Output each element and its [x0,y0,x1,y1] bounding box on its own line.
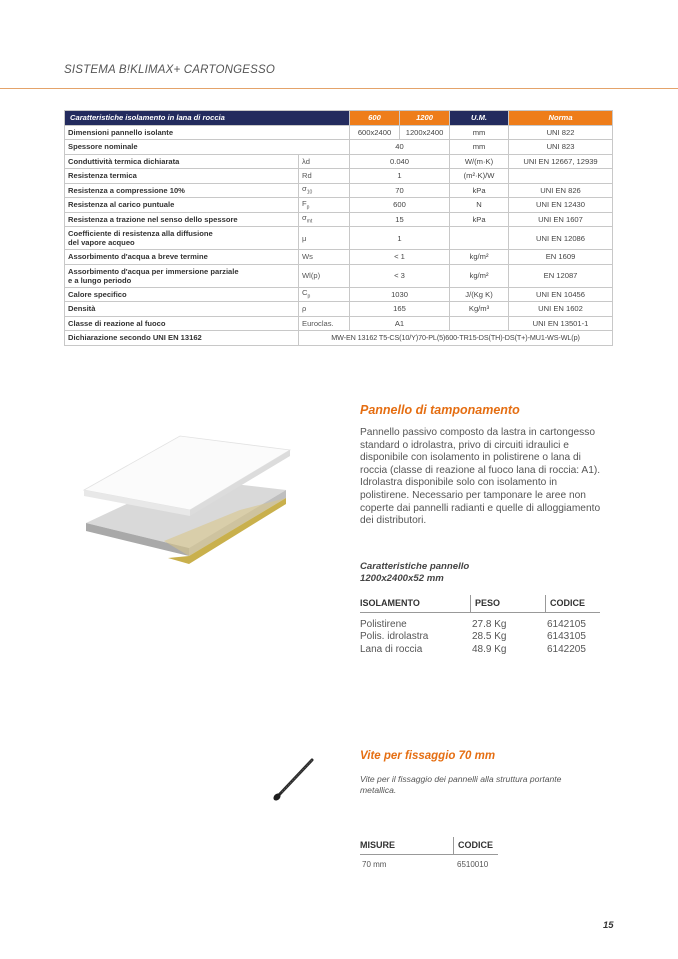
cell-peso: 27.8 Kg [472,619,507,630]
row-value: 15 [350,212,450,227]
row-um: kg/m² [450,264,509,287]
row-value-600: 600x2400 [350,125,400,140]
row-um: (m²·K)/W [450,169,509,184]
pannello-description: Pannello passivo composto da lastra in cartongesso standard o idrolastra, privo di circuiti idraulici e disponibile con isolamento in polistirene o lana di roccia (classe di reazione al fuoco lana di roccia: A1). Idrolastra disponibile solo con isolamento in polistirene. Necessario per tamponare le aree non coperte dai pannelli radianti e quelle di alloggiamento dei distributori. [360,427,601,527]
row-norma: UNI EN 1607 [509,212,613,227]
row-norma: UNI EN 13501-1 [509,316,613,331]
table-row [360,619,600,631]
vite-description: Vite per il fissaggio dei pannelli alla struttura portante metallica. [360,774,562,795]
cell-isolamento: Lana di roccia [360,643,423,655]
row-um [450,316,509,331]
table-header-row [65,111,613,126]
row-label: Resistenza a trazione nel senso dello spessore [65,212,299,227]
cell-codice: 6143105 [547,631,586,643]
row-norma: EN 12087 [509,264,613,287]
panel-illustration-icon [80,430,302,582]
vite-title: Vite per fissaggio 70 mm [360,750,496,762]
col-misure: MISURE [360,840,396,850]
row-label [65,227,299,250]
row-symbol [299,212,350,227]
row-um: mm [450,140,509,155]
table-row [65,331,613,346]
page-header-title: SISTEMA B!KLIMAX+ CARTONGESSO [64,64,276,76]
row-label-line1: Coefficiente di resistenza alla diffusione [68,229,213,238]
row-value: < 3 [350,264,450,287]
row-label-line1: Assorbimento d'acqua per immersione parziale [68,266,239,276]
row-value: 600 [350,198,450,213]
row-um: J/(Kg K) [450,287,509,302]
symbol-main: σ [302,213,307,223]
row-label: Densità [65,302,299,317]
symbol-sub: p [306,204,310,211]
table-row [65,125,613,140]
row-norma: UNI EN 12086 [509,227,613,250]
symbol-main: F [302,198,307,208]
row-um: kg/m² [450,250,509,265]
table-row [360,859,498,871]
row-value: 40 [350,140,450,155]
header-caratteristiche: Caratteristiche isolamento in lana di roccia [65,111,350,126]
row-symbol: Wl(p) [299,264,350,287]
table-row [360,631,600,643]
symbol-main: C [302,288,308,298]
header-um: U.M. [450,111,509,126]
row-symbol: ρ [299,302,350,317]
symbol-sub: p [307,294,311,300]
row-label: Calore specifico [65,287,299,302]
row-label: Dimensioni pannello isolante [65,125,350,140]
row-label: Dichiarazione secondo UNI EN 13162 [65,331,299,346]
row-declaration-value: MW-EN 13162 T5-CS(10/Y)70-PL(5)600-TR15-DS(TH)-DS(T+)-MU1-WS-WL(p) [299,331,613,346]
table-row [65,212,613,227]
header-1200: 1200 [400,111,450,126]
symbol-main: σ [302,184,307,194]
table-row [65,183,613,198]
row-value: A1 [350,316,450,331]
cell-isolamento: Polis. idrolastra [360,631,429,643]
pannello-title: Pannello di tamponamento [360,403,520,417]
row-value: 1 [350,227,450,250]
row-norma: UNI EN 826 [509,183,613,198]
pannello-table [360,595,600,656]
row-norma: UNI EN 12667, 12939 [509,154,613,169]
row-symbol: λd [299,154,350,169]
row-norma: EN 1609 [509,250,613,265]
row-um: kPa [450,183,509,198]
cell-misure: 70 mm [362,860,387,869]
cell-codice: 6142205 [547,643,586,655]
row-symbol: μ [299,227,350,250]
table-row [65,154,613,169]
cell-codice: 6142105 [547,619,586,630]
col-codice: CODICE [453,837,498,854]
row-symbol [299,198,350,213]
pannello-subtitle-line2: 1200x2400x52 mm [360,572,444,584]
row-value: 0.040 [350,154,450,169]
row-norma: UNI 822 [509,125,613,140]
row-norma: UNI 823 [509,140,613,155]
screw-icon [268,754,320,804]
table-row [360,644,600,656]
vite-table [360,837,498,871]
row-um [450,227,509,250]
row-label: Resistenza a compressione 10% [65,183,299,198]
row-label: Resistenza al carico puntuale [65,198,299,213]
cell-peso: 48.9 Kg [472,643,507,655]
insulation-spec-table [64,110,613,346]
table-row [65,169,613,184]
row-symbol: Ws [299,250,350,265]
table-row [65,287,613,302]
row-symbol: Rd [299,169,350,184]
row-norma: UNI EN 10456 [509,287,613,302]
row-symbol [299,287,350,302]
table-row [65,302,613,317]
pannello-table-header [360,595,600,612]
table-row [65,227,613,250]
symbol-sub: mt [306,219,313,225]
row-value-1200: 1200x2400 [400,125,450,140]
row-label-line2: e a lungo periodo [68,275,132,285]
table-row [65,250,613,265]
table-row [65,140,613,155]
row-value: < 1 [350,250,450,265]
page-number: 15 [603,920,614,931]
row-value: 1030 [350,287,450,302]
row-label: Conduttività termica dichiarata [65,154,299,169]
header-norma: Norma [509,111,613,126]
symbol-sub: 10 [306,190,313,196]
row-um: Kg/m³ [450,302,509,317]
row-symbol [299,183,350,198]
table-row [65,264,613,287]
cell-peso: 28.5 Kg [472,631,507,643]
cell-codice: 6510010 [457,860,489,869]
row-um: kPa [450,212,509,227]
row-um: N [450,198,509,213]
table-row [65,316,613,331]
row-label [65,264,299,287]
row-norma: UNI EN 12430 [509,198,613,213]
col-codice: CODICE [545,595,600,612]
row-label: Assorbimento d'acqua a breve termine [65,250,299,265]
cell-isolamento: Polistirene [360,619,407,630]
row-label-line2: del vapore acqueo [68,238,135,247]
col-isolamento: ISOLAMENTO [360,598,420,608]
row-value: 70 [350,183,450,198]
header-divider [0,88,678,89]
table-row [65,198,613,213]
row-um: mm [450,125,509,140]
pannello-subtitle-line1: Caratteristiche pannello [360,561,470,572]
row-norma [509,169,613,184]
row-label: Classe di reazione al fuoco [65,316,299,331]
row-value: 165 [350,302,450,317]
row-label: Spessore nominale [65,140,350,155]
vite-table-header [360,837,498,854]
row-um: W/(m·K) [450,154,509,169]
row-symbol: Euroclas. [299,316,350,331]
row-value: 1 [350,169,450,184]
row-label: Resistenza termica [65,169,299,184]
pannello-subtitle [360,561,560,584]
header-600: 600 [350,111,400,126]
row-norma: UNI EN 1602 [509,302,613,317]
col-peso: PESO [470,595,545,612]
